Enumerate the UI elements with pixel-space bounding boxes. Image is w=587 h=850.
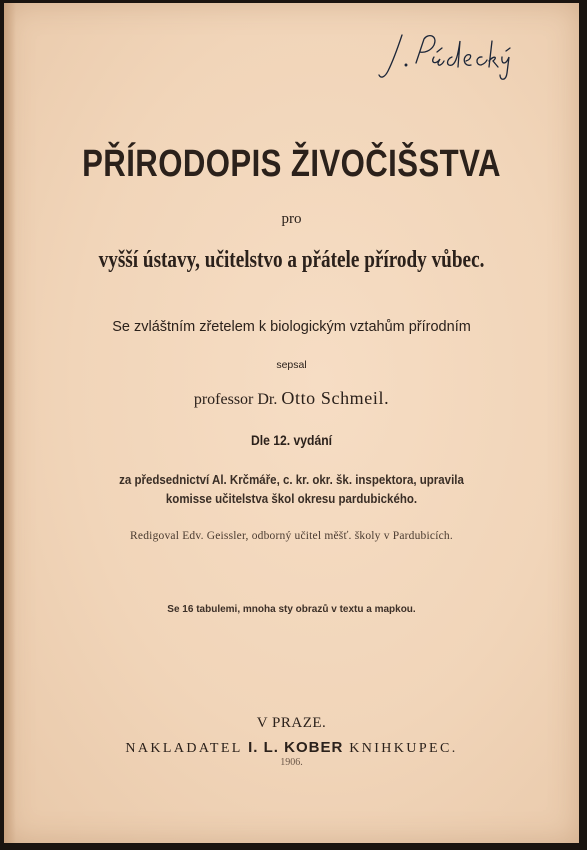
written-by-label: sepsal xyxy=(276,359,307,371)
signature-drawing xyxy=(376,27,526,87)
publisher-line xyxy=(4,739,579,757)
edition-note: Dle 12. vydání xyxy=(250,433,333,448)
publication-place: V PRAZE. xyxy=(256,715,327,731)
title-connector: pro xyxy=(281,211,302,227)
handwritten-signature xyxy=(376,27,526,87)
author-line xyxy=(4,388,579,409)
book-subtitle: vyšší ústavy, učitelstvo a přátele přírody vůbec. xyxy=(98,247,485,273)
publisher-name: I. L. KOBER xyxy=(248,739,344,756)
editor-line: Redigoval Edv. Geissler, odborný učitel měšť. školy v Pardubicích. xyxy=(130,530,453,542)
title-page xyxy=(4,3,579,843)
publisher-suffix: KNIHKUPEC. xyxy=(349,741,458,756)
illustrations-note: Se 16 tabulemi, mnoha sty obrazů v textu a mapkou. xyxy=(167,604,416,615)
publication-year: 1906. xyxy=(280,757,303,768)
committee-line-1: za předsednictví Al. Krčmáře, c. kr. okr. šk. inspektora, upravila xyxy=(119,473,464,487)
author-name: Otto Schmeil. xyxy=(281,388,390,408)
book-title: PŘÍRODOPIS ŽIVOČIŠSTVA xyxy=(82,143,501,185)
author-prefix: professor Dr. xyxy=(193,391,278,408)
special-focus-line: Se zvláštním zřetelem k biologickým vztahům přírodním xyxy=(112,319,471,335)
publisher-prefix: NAKLADATEL xyxy=(125,741,243,756)
committee-line-2: komisse učitelstva škol okresu pardubického. xyxy=(165,492,418,506)
